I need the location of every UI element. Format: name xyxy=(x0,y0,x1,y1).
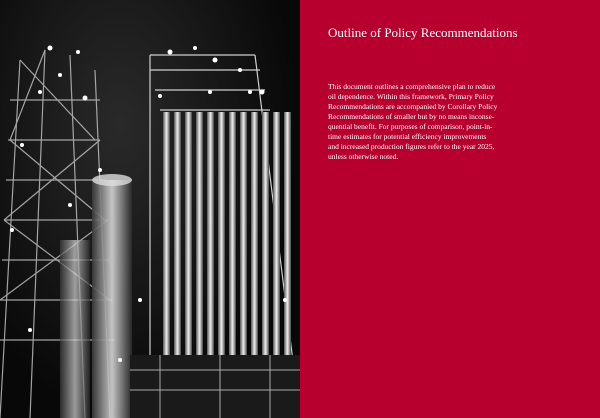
text-panel xyxy=(300,0,600,418)
intro-paragraph: This document outlines a comprehensive plan to reduce oil dependence. Within this framework, Primary Policy Recommendations are accompanied by Corollary Policy Recommendations of smaller but by no means inconse- quential benefit. For purposes of comparison, point-in- time estimates for potential efficiency improvements and increased production figures refer to the year 2025, unless otherwise noted. xyxy=(328,82,498,161)
page-title: Outline of Policy Recommendations xyxy=(328,25,518,40)
